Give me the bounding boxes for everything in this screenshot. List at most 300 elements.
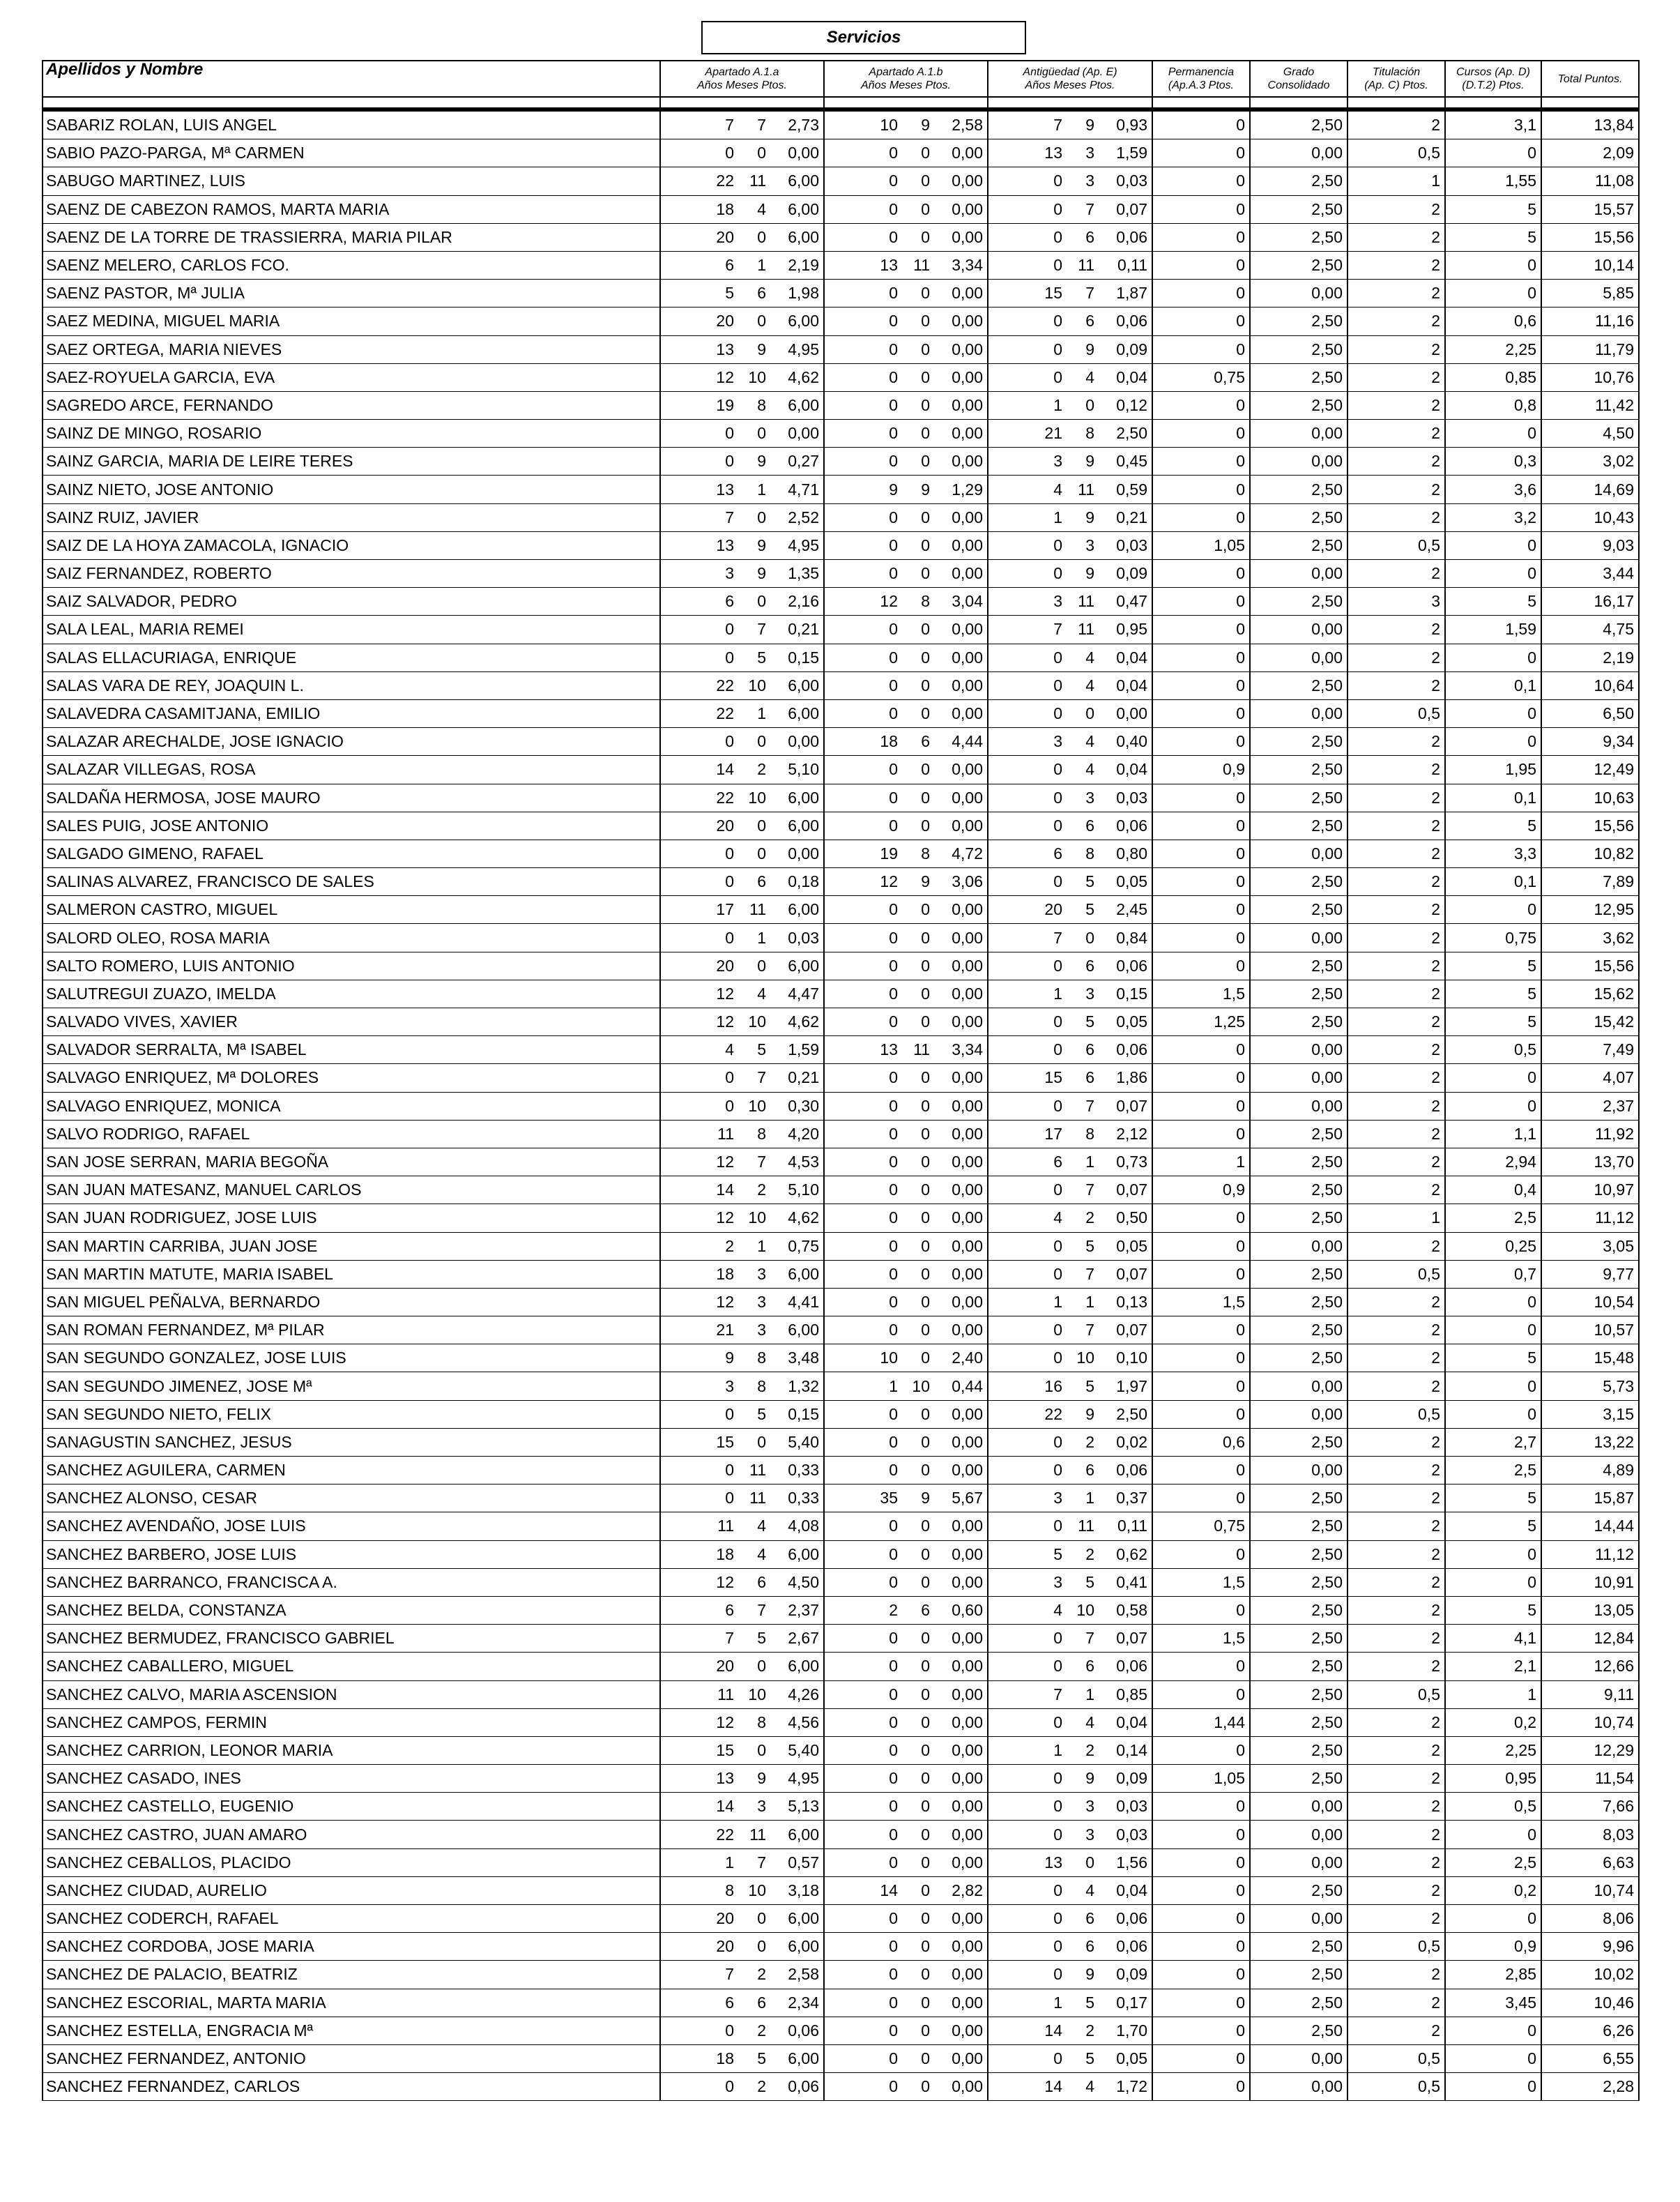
points-value: 2,67 — [788, 1629, 819, 1648]
cell-total: 2,09 — [1541, 139, 1639, 167]
months-value: 1 — [757, 480, 766, 499]
cell-titulacion: 2 — [1347, 1653, 1445, 1680]
cell-permanencia: 0 — [1152, 840, 1250, 867]
months-value: 0 — [757, 1740, 766, 1759]
months-value: 7 — [1085, 1096, 1094, 1115]
points-value: 6,00 — [788, 199, 819, 218]
years-value: 6 — [725, 592, 734, 611]
cell-total: 16,17 — [1541, 588, 1639, 616]
table-row — [43, 699, 1639, 727]
cell-a1a — [660, 167, 824, 195]
cell-titulacion: 2 — [1347, 391, 1445, 419]
col-header-permanencia — [1152, 61, 1250, 97]
years-value: 7 — [1053, 928, 1062, 947]
points-value: 0,44 — [952, 1376, 983, 1395]
points-value: 0,00 — [952, 1740, 983, 1759]
col-header-total-line1: Total Puntos. — [1557, 73, 1623, 85]
cell-name: SAN SEGUNDO NIETO, FELIX — [43, 1400, 660, 1428]
cell-a1a-values — [661, 1853, 823, 1872]
cell-total: 4,07 — [1541, 1064, 1639, 1092]
cell-total: 10,97 — [1541, 1176, 1639, 1204]
cell-a1a-values — [661, 368, 823, 387]
cell-cursos: 0,95 — [1445, 1765, 1541, 1793]
points-value: 0,00 — [952, 1404, 983, 1423]
cell-antiguedad-values — [988, 900, 1152, 919]
years-value: 0 — [889, 2049, 898, 2068]
cell-antiguedad-values — [988, 1293, 1152, 1312]
cell-permanencia: 0 — [1152, 588, 1250, 616]
scores-table — [42, 60, 1640, 2101]
years-value: 0 — [1053, 1349, 1062, 1367]
cell-grado: 2,50 — [1250, 1596, 1347, 1624]
cell-antiguedad-values — [988, 817, 1152, 835]
cell-a1b-values — [825, 817, 987, 835]
table-row — [43, 363, 1639, 391]
points-value: 6,00 — [788, 395, 819, 414]
cell-antiguedad — [988, 924, 1152, 952]
col-header-name: Apellidos y Nombre — [43, 61, 660, 97]
cell-permanencia: 0 — [1152, 335, 1250, 363]
cell-total: 11,12 — [1541, 1540, 1639, 1568]
points-value: 4,62 — [788, 367, 819, 386]
cell-total: 15,48 — [1541, 1344, 1639, 1372]
points-value: 4,41 — [788, 1292, 819, 1311]
cell-antiguedad — [988, 420, 1152, 448]
cell-a1b — [824, 1933, 988, 1961]
points-value: 6,00 — [788, 172, 819, 190]
cell-a1a — [660, 195, 824, 223]
cell-titulacion: 2 — [1347, 560, 1445, 588]
years-value: 0 — [725, 1068, 734, 1087]
cell-antiguedad — [988, 2044, 1152, 2072]
cell-permanencia: 0,75 — [1152, 363, 1250, 391]
cell-grado: 2,50 — [1250, 335, 1347, 363]
cell-a1a-values — [661, 648, 823, 667]
months-value: 10 — [748, 1096, 766, 1115]
cell-a1b — [824, 560, 988, 588]
cell-cursos: 1,1 — [1445, 1120, 1541, 1148]
cell-antiguedad — [988, 1148, 1152, 1176]
months-value: 4 — [1085, 2077, 1094, 2096]
years-value: 13 — [1044, 144, 1062, 162]
cell-total: 7,49 — [1541, 1036, 1639, 1064]
cell-antiguedad — [988, 1428, 1152, 1456]
points-value: 0,07 — [1116, 199, 1147, 218]
cell-a1b — [824, 1485, 988, 1512]
months-value: 0 — [921, 620, 930, 639]
years-value: 14 — [716, 1180, 734, 1199]
points-value: 0,00 — [952, 1461, 983, 1480]
points-value: 6,00 — [788, 2049, 819, 2068]
cell-a1a — [660, 588, 824, 616]
months-value: 0 — [757, 592, 766, 611]
cell-grado: 2,50 — [1250, 952, 1347, 980]
cell-a1a-values — [661, 200, 823, 219]
cell-cursos: 0,25 — [1445, 1232, 1541, 1260]
cell-grado: 2,50 — [1250, 1540, 1347, 1568]
cell-permanencia: 0 — [1152, 560, 1250, 588]
cell-name: SAINZ RUIZ, JAVIER — [43, 503, 660, 531]
cell-permanencia: 1,05 — [1152, 531, 1250, 559]
cell-total: 6,26 — [1541, 2017, 1639, 2044]
cell-antiguedad — [988, 307, 1152, 335]
months-value: 11 — [1078, 620, 1094, 639]
points-value: 5,10 — [788, 760, 819, 779]
cell-a1a-values — [661, 312, 823, 331]
cell-a1b-values — [825, 1994, 987, 2012]
cell-antiguedad-values — [988, 2021, 1152, 2040]
months-value: 9 — [1085, 452, 1094, 471]
months-value: 2 — [1085, 1740, 1094, 1759]
cell-antiguedad — [988, 560, 1152, 588]
points-value: 3,04 — [952, 592, 983, 611]
table-row — [43, 588, 1639, 616]
points-value: 2,34 — [788, 1993, 819, 2012]
points-value: 0,00 — [952, 1096, 983, 1115]
cell-total: 9,96 — [1541, 1933, 1639, 1961]
cell-a1a-values — [661, 1545, 823, 1564]
points-value: 0,00 — [952, 395, 983, 414]
cell-grado: 2,50 — [1250, 1876, 1347, 1904]
years-value: 0 — [889, 1264, 898, 1283]
cell-a1a — [660, 1653, 824, 1680]
months-value: 0 — [921, 144, 930, 162]
years-value: 3 — [725, 564, 734, 583]
cell-titulacion: 2 — [1347, 1961, 1445, 1989]
points-value: 0,00 — [952, 1068, 983, 1087]
cell-a1b — [824, 223, 988, 251]
points-value: 4,44 — [952, 732, 983, 751]
cell-antiguedad — [988, 756, 1152, 784]
years-value: 3 — [725, 1376, 734, 1395]
cell-permanencia: 0 — [1152, 1260, 1250, 1288]
points-value: 0,11 — [1117, 256, 1147, 275]
months-value: 11 — [749, 172, 766, 190]
months-value: 3 — [1085, 984, 1094, 1003]
cell-antiguedad-values — [988, 1769, 1152, 1788]
cell-a1b — [824, 1625, 988, 1653]
cell-titulacion: 2 — [1347, 251, 1445, 279]
cell-a1b — [824, 1680, 988, 1708]
cell-a1a — [660, 1288, 824, 1316]
cell-cursos: 0,7 — [1445, 1260, 1541, 1288]
cell-total: 10,64 — [1541, 671, 1639, 699]
cell-grado: 0,00 — [1250, 699, 1347, 727]
cell-total: 11,79 — [1541, 335, 1639, 363]
cell-antiguedad — [988, 1933, 1152, 1961]
points-value: 0,15 — [788, 648, 819, 667]
points-value: 0,21 — [1116, 508, 1147, 526]
months-value: 8 — [757, 1713, 766, 1731]
cell-titulacion: 2 — [1347, 363, 1445, 391]
table-row — [43, 109, 1639, 139]
table-row — [43, 531, 1639, 559]
table-row — [43, 1708, 1639, 1736]
years-value: 4 — [1053, 480, 1062, 499]
months-value: 9 — [757, 536, 766, 554]
cell-a1a — [660, 1989, 824, 2017]
cell-name: SAN SEGUNDO GONZALEZ, JOSE LUIS — [43, 1344, 660, 1372]
cell-total: 10,46 — [1541, 1989, 1639, 2017]
points-value: 0,00 — [952, 1544, 983, 1563]
header-row — [43, 61, 1639, 97]
cell-cursos: 0 — [1445, 251, 1541, 279]
cell-name: SABIO PAZO-PARGA, Mª CARMEN — [43, 139, 660, 167]
cell-a1a-values — [661, 1237, 823, 1256]
cell-cursos: 3,3 — [1445, 840, 1541, 867]
months-value: 5 — [1085, 900, 1094, 919]
cell-a1a-values — [661, 1994, 823, 2012]
cell-total: 10,54 — [1541, 1288, 1639, 1316]
months-value: 0 — [921, 648, 930, 667]
cell-a1b-values — [825, 1769, 987, 1788]
cell-total: 11,54 — [1541, 1765, 1639, 1793]
cell-a1b-values — [825, 1153, 987, 1171]
years-value: 0 — [1053, 1713, 1062, 1731]
cell-titulacion: 2 — [1347, 868, 1445, 896]
cell-a1b-values — [825, 1909, 987, 1928]
cell-antiguedad — [988, 1793, 1152, 1821]
points-value: 0,00 — [952, 704, 983, 723]
cell-permanencia: 0 — [1152, 1457, 1250, 1485]
cell-cursos: 2,25 — [1445, 1736, 1541, 1764]
years-value: 3 — [1053, 1489, 1062, 1508]
cell-name: SAENZ PASTOR, Mª JULIA — [43, 280, 660, 307]
cell-total: 7,89 — [1541, 868, 1639, 896]
months-value: 4 — [1085, 367, 1094, 386]
points-value: 0,00 — [952, 788, 983, 807]
months-value: 10 — [748, 676, 766, 694]
months-value: 8 — [1085, 1124, 1094, 1143]
points-value: 0,21 — [788, 1068, 819, 1087]
years-value: 0 — [1053, 564, 1062, 583]
cell-cursos: 0 — [1445, 420, 1541, 448]
cell-cursos: 0,85 — [1445, 363, 1541, 391]
months-value: 0 — [921, 1517, 930, 1535]
months-value: 8 — [757, 1349, 766, 1367]
cell-grado: 0,00 — [1250, 1793, 1347, 1821]
cell-total: 9,77 — [1541, 1260, 1639, 1288]
cell-antiguedad-values — [988, 508, 1152, 527]
years-value: 12 — [716, 1012, 734, 1031]
table-row — [43, 1316, 1639, 1344]
points-value: 0,62 — [1116, 1544, 1147, 1563]
points-value: 4,26 — [788, 1685, 819, 1703]
years-value: 12 — [716, 1713, 734, 1731]
cell-grado: 2,50 — [1250, 1316, 1347, 1344]
points-value: 0,18 — [788, 872, 819, 891]
points-value: 0,00 — [952, 508, 983, 526]
months-value: 9 — [1085, 1769, 1094, 1788]
table-row — [43, 420, 1639, 448]
cell-antiguedad — [988, 448, 1152, 476]
table-row — [43, 952, 1639, 980]
cell-permanencia: 0 — [1152, 167, 1250, 195]
cell-titulacion: 1 — [1347, 167, 1445, 195]
months-value: 5 — [1085, 1572, 1094, 1591]
col-header-a1a — [660, 61, 824, 97]
cell-titulacion: 2 — [1347, 1876, 1445, 1904]
cell-a1a — [660, 1905, 824, 1933]
cell-a1a — [660, 531, 824, 559]
table-row — [43, 1793, 1639, 1821]
months-value: 0 — [921, 1572, 930, 1591]
table-row — [43, 1989, 1639, 2017]
cell-titulacion: 2 — [1347, 1848, 1445, 1876]
years-value: 35 — [880, 1489, 898, 1508]
years-value: 0 — [889, 1012, 898, 1031]
cell-permanencia: 1,5 — [1152, 1568, 1250, 1596]
col-header-tit-line2: (Ap. C) Ptos. — [1364, 79, 1428, 91]
cell-antiguedad — [988, 1708, 1152, 1736]
cell-permanencia: 0 — [1152, 503, 1250, 531]
cell-grado: 0,00 — [1250, 1457, 1347, 1485]
months-value: 0 — [921, 1740, 930, 1759]
cell-grado: 0,00 — [1250, 1372, 1347, 1400]
table-row — [43, 1148, 1639, 1176]
cell-antiguedad-values — [988, 1853, 1152, 1872]
years-value: 7 — [1053, 116, 1062, 135]
months-value: 0 — [921, 367, 930, 386]
months-value: 7 — [757, 1601, 766, 1620]
months-value: 9 — [1085, 1965, 1094, 1984]
months-value: 10 — [1076, 1349, 1094, 1367]
cell-a1a — [660, 335, 824, 363]
months-value: 0 — [1085, 704, 1094, 723]
cell-grado: 0,00 — [1250, 1232, 1347, 1260]
points-value: 0,06 — [1116, 816, 1147, 835]
cell-cursos: 4,1 — [1445, 1625, 1541, 1653]
cell-antiguedad-values — [988, 1937, 1152, 1956]
points-value: 0,00 — [1116, 704, 1147, 723]
cell-a1b-values — [825, 1629, 987, 1648]
cell-a1b-values — [825, 1293, 987, 1312]
cell-a1b-values — [825, 1797, 987, 1816]
months-value: 2 — [757, 1180, 766, 1199]
table-row — [43, 560, 1639, 588]
months-value: 5 — [757, 1040, 766, 1059]
months-value: 9 — [757, 1769, 766, 1788]
years-value: 22 — [716, 676, 734, 694]
cell-a1b-values — [825, 1321, 987, 1339]
cell-titulacion: 2 — [1347, 840, 1445, 867]
cell-total: 2,19 — [1541, 644, 1639, 671]
years-value: 0 — [1053, 1096, 1062, 1115]
years-value: 0 — [1053, 1825, 1062, 1844]
table-row — [43, 1176, 1639, 1204]
years-value: 0 — [1053, 340, 1062, 358]
years-value: 0 — [889, 2077, 898, 2096]
cell-antiguedad — [988, 476, 1152, 503]
years-value: 0 — [1053, 1040, 1062, 1059]
cell-a1b-values — [825, 1180, 987, 1199]
cell-a1b — [824, 1736, 988, 1764]
col-header-antiguedad — [988, 61, 1152, 97]
cell-titulacion: 2 — [1347, 1568, 1445, 1596]
cell-total: 11,16 — [1541, 307, 1639, 335]
months-value: 0 — [757, 956, 766, 975]
cell-titulacion: 2 — [1347, 420, 1445, 448]
points-value: 3,48 — [788, 1349, 819, 1367]
cell-total: 15,62 — [1541, 980, 1639, 1008]
cell-grado: 2,50 — [1250, 391, 1347, 419]
cell-cursos: 5 — [1445, 1008, 1541, 1036]
cell-name: SAN SEGUNDO JIMENEZ, JOSE Mª — [43, 1372, 660, 1400]
cell-a1b-values — [825, 144, 987, 162]
months-value: 0 — [757, 508, 766, 526]
cell-antiguedad-values — [988, 1040, 1152, 1059]
cell-a1a-values — [661, 985, 823, 1003]
months-value: 9 — [757, 564, 766, 583]
months-value: 0 — [757, 1909, 766, 1928]
points-value: 4,95 — [788, 340, 819, 358]
cell-a1a — [660, 924, 824, 952]
cell-a1b-values — [825, 1573, 987, 1592]
years-value: 0 — [889, 984, 898, 1003]
cell-antiguedad-values — [988, 929, 1152, 948]
years-value: 12 — [880, 872, 898, 891]
table-row — [43, 728, 1639, 756]
cell-antiguedad — [988, 1064, 1152, 1092]
points-value: 0,00 — [952, 620, 983, 639]
cell-a1a-values — [661, 1629, 823, 1648]
months-value: 0 — [921, 536, 930, 554]
months-value: 11 — [1078, 1517, 1094, 1535]
cell-name: SANCHEZ BERMUDEZ, FRANCISCO GABRIEL — [43, 1625, 660, 1653]
years-value: 0 — [889, 1208, 898, 1227]
cell-name: SANCHEZ ALONSO, CESAR — [43, 1485, 660, 1512]
cell-grado: 0,00 — [1250, 1400, 1347, 1428]
points-value: 2,37 — [788, 1601, 819, 1620]
cell-name: SANCHEZ BELDA, CONSTANZA — [43, 1596, 660, 1624]
months-value: 0 — [921, 1769, 930, 1788]
table-row — [43, 1680, 1639, 1708]
months-value: 2 — [757, 1965, 766, 1984]
cell-a1a — [660, 1400, 824, 1428]
cell-name: SANAGUSTIN SANCHEZ, JESUS — [43, 1428, 660, 1456]
cell-name: SANCHEZ BARRANCO, FRANCISCA A. — [43, 1568, 660, 1596]
cell-antiguedad-values — [988, 536, 1152, 555]
months-value: 5 — [1085, 1993, 1094, 2012]
years-value: 13 — [716, 340, 734, 358]
points-value: 2,40 — [952, 1349, 983, 1367]
cell-cursos: 2,7 — [1445, 1428, 1541, 1456]
cell-antiguedad-values — [988, 760, 1152, 779]
points-value: 0,06 — [1116, 227, 1147, 246]
table-row — [43, 1625, 1639, 1653]
points-value: 0,00 — [952, 1321, 983, 1339]
col-header-a1b-line1: Apartado A.1.b — [869, 66, 943, 78]
cell-total: 10,43 — [1541, 503, 1639, 531]
cell-antiguedad-values — [988, 480, 1152, 499]
cell-a1b — [824, 1848, 988, 1876]
cell-name: SANCHEZ CIUDAD, AURELIO — [43, 1876, 660, 1904]
points-value: 0,00 — [952, 1432, 983, 1451]
cell-total: 14,44 — [1541, 1512, 1639, 1540]
cell-cursos: 2,94 — [1445, 1148, 1541, 1176]
cell-permanencia: 0 — [1152, 280, 1250, 307]
months-value: 0 — [921, 1180, 930, 1199]
years-value: 22 — [716, 704, 734, 723]
months-value: 11 — [749, 1461, 766, 1480]
years-value: 7 — [1053, 620, 1062, 639]
cell-grado: 2,50 — [1250, 2017, 1347, 2044]
cell-a1b — [824, 1288, 988, 1316]
cell-a1a — [660, 1793, 824, 1821]
cell-antiguedad — [988, 1120, 1152, 1148]
cell-a1b-values — [825, 1937, 987, 1956]
cell-a1b-values — [825, 929, 987, 948]
